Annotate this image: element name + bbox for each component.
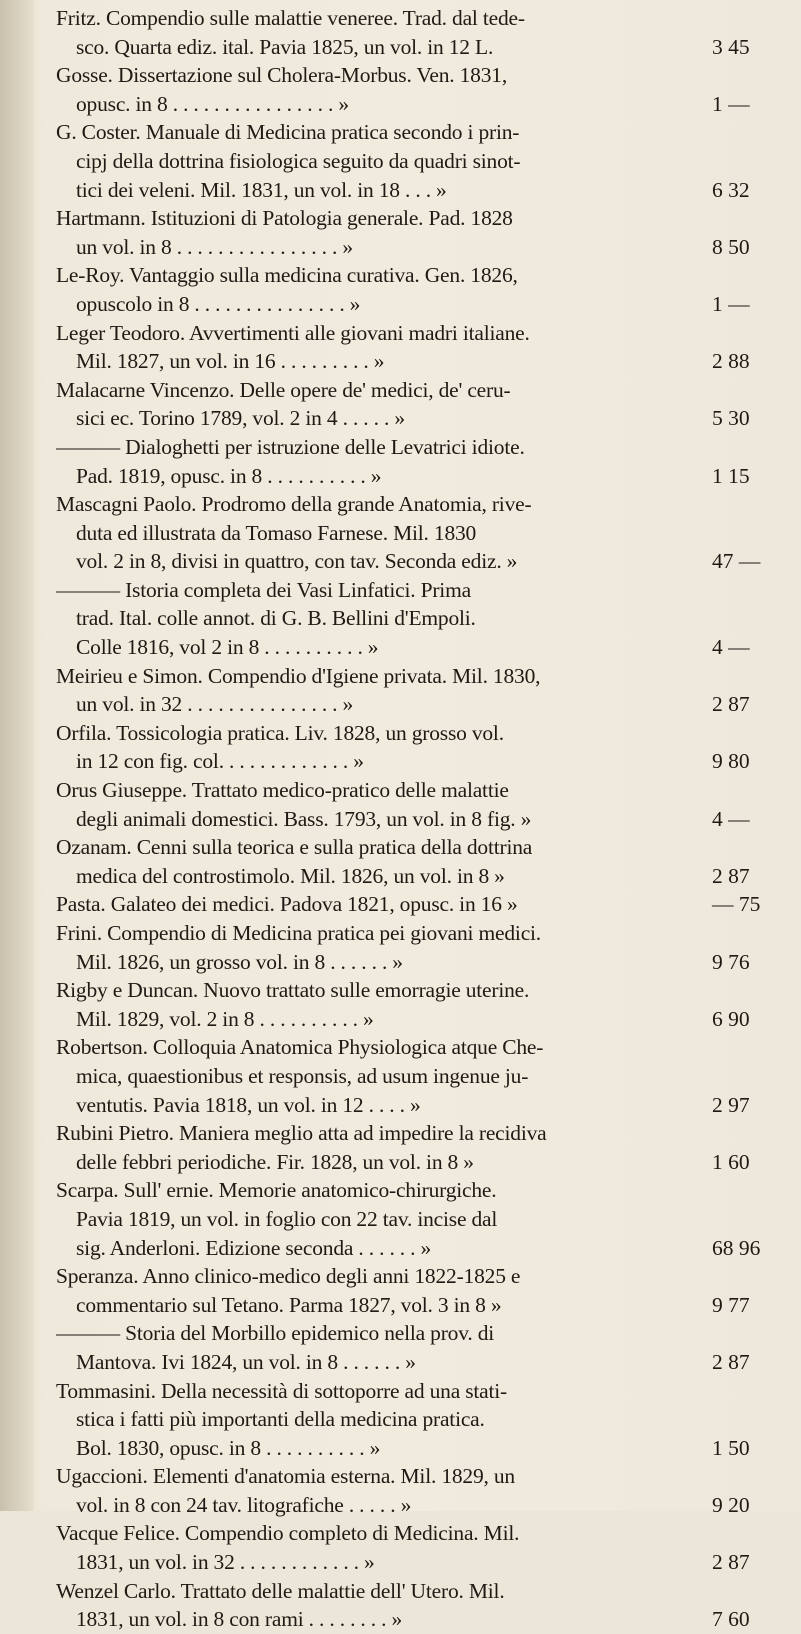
entry-title-line: ——— Istoria completa dei Vasi Linfatici. Prima <box>56 577 471 602</box>
entry-title-line: Rigby e Duncan. Nuovo trattato sulle emorragie uterine. <box>56 978 530 1003</box>
catalogue-entry <box>56 1262 786 1319</box>
entry-price: 47 — <box>712 549 761 574</box>
entry-price: 2 87 <box>712 1349 750 1374</box>
entry-continuation-line: Mil. 1827, un vol. in 16 . . . . . . . . . » <box>76 349 385 374</box>
catalogue-entry <box>56 1577 786 1634</box>
entry-continuation-line: vol. 2 in 8, divisi in quattro, con tav. Seconda ediz. » <box>76 549 518 574</box>
entry-price: 1 — <box>712 291 750 316</box>
catalogue-entry <box>56 376 786 433</box>
entry-title-line: Meirieu e Simon. Compendio d'Igiene privata. Mil. 1830, <box>56 663 541 688</box>
entry-price: 7 60 <box>712 1607 750 1632</box>
entry-price: 9 20 <box>712 1492 750 1517</box>
entry-title-line: Orus Giuseppe. Trattato medico-pratico delle malattie <box>56 778 509 803</box>
catalogue-entry <box>56 433 786 490</box>
entry-continuation-line: Pad. 1819, opusc. in 8 . . . . . . . . . . » <box>76 463 382 488</box>
catalogue-entry <box>56 662 786 719</box>
entry-title-line: Scarpa. Sull' ernie. Memorie anatomico-chirurgiche. <box>56 1178 497 1203</box>
catalogue-entry <box>56 61 786 118</box>
entry-continuation-line: opusc. in 8 . . . . . . . . . . . . . . . . » <box>76 91 349 116</box>
entry-price: 9 77 <box>712 1292 750 1317</box>
entry-price: 1 15 <box>712 463 750 488</box>
entry-title-line: G. Coster. Manuale di Medicina pratica secondo i prin- <box>56 120 520 145</box>
catalogue-entry <box>56 4 786 61</box>
entry-price: 1 60 <box>712 1149 750 1174</box>
entry-price: 68 96 <box>712 1235 761 1260</box>
catalogue-entry <box>56 776 786 833</box>
entry-price: 8 50 <box>712 234 750 259</box>
entry-continuation-line: sig. Anderloni. Edizione seconda . . . . . . » <box>76 1235 432 1260</box>
entry-continuation-line: cipj della dottrina fisiologica seguito da quadri sinot- <box>76 148 521 173</box>
catalogue-entry <box>56 1319 786 1376</box>
entry-title-line: Malacarne Vincenzo. Delle opere de' medici, de' ceru- <box>56 377 511 402</box>
entry-continuation-line: medica del controstimolo. Mil. 1826, un vol. in 8 » <box>76 863 505 888</box>
entry-continuation-line: sco. Quarta ediz. ital. Pavia 1825, un vol. in 12 L. <box>76 34 494 59</box>
catalogue-entry <box>56 1519 786 1576</box>
entry-title-line: Wenzel Carlo. Trattato delle malattie dell' Utero. Mil. <box>56 1578 505 1603</box>
entry-continuation-line: vol. in 8 con 24 tav. litografiche . . . . . » <box>76 1492 412 1517</box>
entry-continuation-line: Mil. 1826, un grosso vol. in 8 . . . . . . » <box>76 949 403 974</box>
entry-continuation-line: trad. Ital. colle annot. di G. B. Bellini d'Empoli. <box>76 606 476 631</box>
entry-continuation-line: opuscolo in 8 . . . . . . . . . . . . . . . » <box>76 291 361 316</box>
catalogue-entry <box>56 890 786 919</box>
catalogue-entry <box>56 719 786 776</box>
catalogue-list <box>56 4 786 1634</box>
catalogue-entry <box>56 1033 786 1119</box>
page-binding-edge <box>0 0 34 1511</box>
catalogue-entry <box>56 1119 786 1176</box>
entry-title-line: Ozanam. Cenni sulla teorica e sulla pratica della dottrina <box>56 835 533 860</box>
entry-title-line: Orfila. Tossicologia pratica. Liv. 1828, un grosso vol. <box>56 720 504 745</box>
entry-title-line: Hartmann. Istituzioni di Patologia generale. Pad. 1828 <box>56 206 513 231</box>
entry-continuation-line: Bol. 1830, opusc. in 8 . . . . . . . . . . » <box>76 1435 381 1460</box>
catalogue-entry <box>56 490 786 576</box>
entry-title-line: Fritz. Compendio sulle malattie veneree. Trad. dal tede- <box>56 6 525 30</box>
entry-price: 6 90 <box>712 1006 750 1031</box>
entry-title-line: Speranza. Anno clinico-medico degli anni 1822-1825 e <box>56 1264 521 1289</box>
catalogue-entry <box>56 576 786 662</box>
entry-continuation-line: in 12 con fig. col. . . . . . . . . . . . . » <box>76 749 364 774</box>
entry-continuation-line: mica, quaestionibus et responsis, ad usum ingenue ju- <box>76 1063 529 1088</box>
entry-title-line: Leger Teodoro. Avvertimenti alle giovani madri italiane. <box>56 320 530 345</box>
catalogue-entry <box>56 976 786 1033</box>
entry-continuation-line: tici dei veleni. Mil. 1831, un vol. in 18 . . . » <box>76 177 447 202</box>
entry-title-line: Mascagni Paolo. Prodromo della grande Anatomia, rive- <box>56 492 532 517</box>
entry-price: 4 — <box>712 635 750 660</box>
entry-continuation-line: degli animali domestici. Bass. 1793, un vol. in 8 fig. » <box>76 806 532 831</box>
entry-continuation-line: stica i fatti più importanti della medicina pratica. <box>76 1407 485 1432</box>
entry-price: — 75 <box>712 892 761 917</box>
entry-price: 1 — <box>712 91 750 116</box>
entry-continuation-line: 1831, un vol. in 32 . . . . . . . . . . . . » <box>76 1550 375 1575</box>
entry-price: 2 87 <box>712 692 750 717</box>
entry-price: 3 45 <box>712 34 750 59</box>
entry-title-line: Gosse. Dissertazione sul Cholera-Morbus. Ven. 1831, <box>56 63 507 88</box>
entry-price: 2 88 <box>712 349 750 374</box>
entry-continuation-line: sici ec. Torino 1789, vol. 2 in 4 . . . . . » <box>76 406 405 431</box>
entry-continuation-line: Mil. 1829, vol. 2 in 8 . . . . . . . . . . » <box>76 1006 374 1031</box>
entry-title-line: Le-Roy. Vantaggio sulla medicina curativa. Gen. 1826, <box>56 263 518 288</box>
entry-continuation-line: duta ed illustrata da Tomaso Farnese. Mil. 1830 <box>76 520 477 545</box>
catalogue-entry <box>56 118 786 204</box>
entry-continuation-line: un vol. in 8 . . . . . . . . . . . . . . . . » <box>76 234 353 259</box>
entry-title-line: ——— Storia del Morbillo epidemico nella prov. di <box>56 1321 495 1346</box>
entry-title-line: Robertson. Colloquia Anatomica Physiologica atque Che- <box>56 1035 544 1060</box>
entry-title-line: Frini. Compendio di Medicina pratica pei giovani medici. <box>56 921 541 945</box>
entry-continuation-line: 1831, un vol. in 8 con rami . . . . . . . . » <box>76 1607 403 1632</box>
entry-continuation-line: Pavia 1819, un vol. in foglio con 22 tav. incise dal <box>76 1206 498 1231</box>
entry-continuation-line: un vol. in 32 . . . . . . . . . . . . . . . » <box>76 692 354 717</box>
entry-continuation-line: Mantova. Ivi 1824, un vol. in 8 . . . . . . » <box>76 1349 416 1374</box>
catalogue-entry <box>56 1176 786 1262</box>
catalogue-entry <box>56 319 786 376</box>
entry-price: 2 87 <box>712 863 750 888</box>
entry-price: 5 30 <box>712 406 750 431</box>
entry-title-line: ——— Dialoghetti per istruzione delle Levatrici idiote. <box>56 434 525 459</box>
entry-title-line: Ugaccioni. Elementi d'anatomia esterna. Mil. 1829, un <box>56 1464 515 1489</box>
entry-price: 6 32 <box>712 177 750 202</box>
entry-continuation-line: delle febbri periodiche. Fir. 1828, un vol. in 8 » <box>76 1149 474 1174</box>
entry-title-line: Rubini Pietro. Maniera meglio atta ad impedire la recidiva <box>56 1121 547 1146</box>
catalogue-entry <box>56 1377 786 1463</box>
entry-price: 9 80 <box>712 749 750 774</box>
entry-price: 2 87 <box>712 1550 750 1575</box>
entry-price: 1 50 <box>712 1435 750 1460</box>
entry-title-line: Vacque Felice. Compendio completo di Medicina. Mil. <box>56 1521 520 1546</box>
entry-continuation-line: Colle 1816, vol 2 in 8 . . . . . . . . . . » <box>76 635 379 660</box>
entry-continuation-line: ventutis. Pavia 1818, un vol. in 12 . . . . » <box>76 1092 421 1117</box>
entry-title-line: Pasta. Galateo dei medici. Padova 1821, opusc. in 16 » <box>56 892 518 917</box>
catalogue-entry <box>56 919 786 976</box>
entry-price: 2 97 <box>712 1092 750 1117</box>
entry-title-line: Tommasini. Della necessità di sottoporre ad una stati- <box>56 1378 508 1403</box>
entry-price: 9 76 <box>712 949 750 974</box>
catalogue-entry <box>56 833 786 890</box>
catalogue-entry <box>56 204 786 261</box>
entry-continuation-line: commentario sul Tetano. Parma 1827, vol. 3 in 8 » <box>76 1292 502 1317</box>
catalogue-entry <box>56 261 786 318</box>
entry-price: 4 — <box>712 806 750 831</box>
